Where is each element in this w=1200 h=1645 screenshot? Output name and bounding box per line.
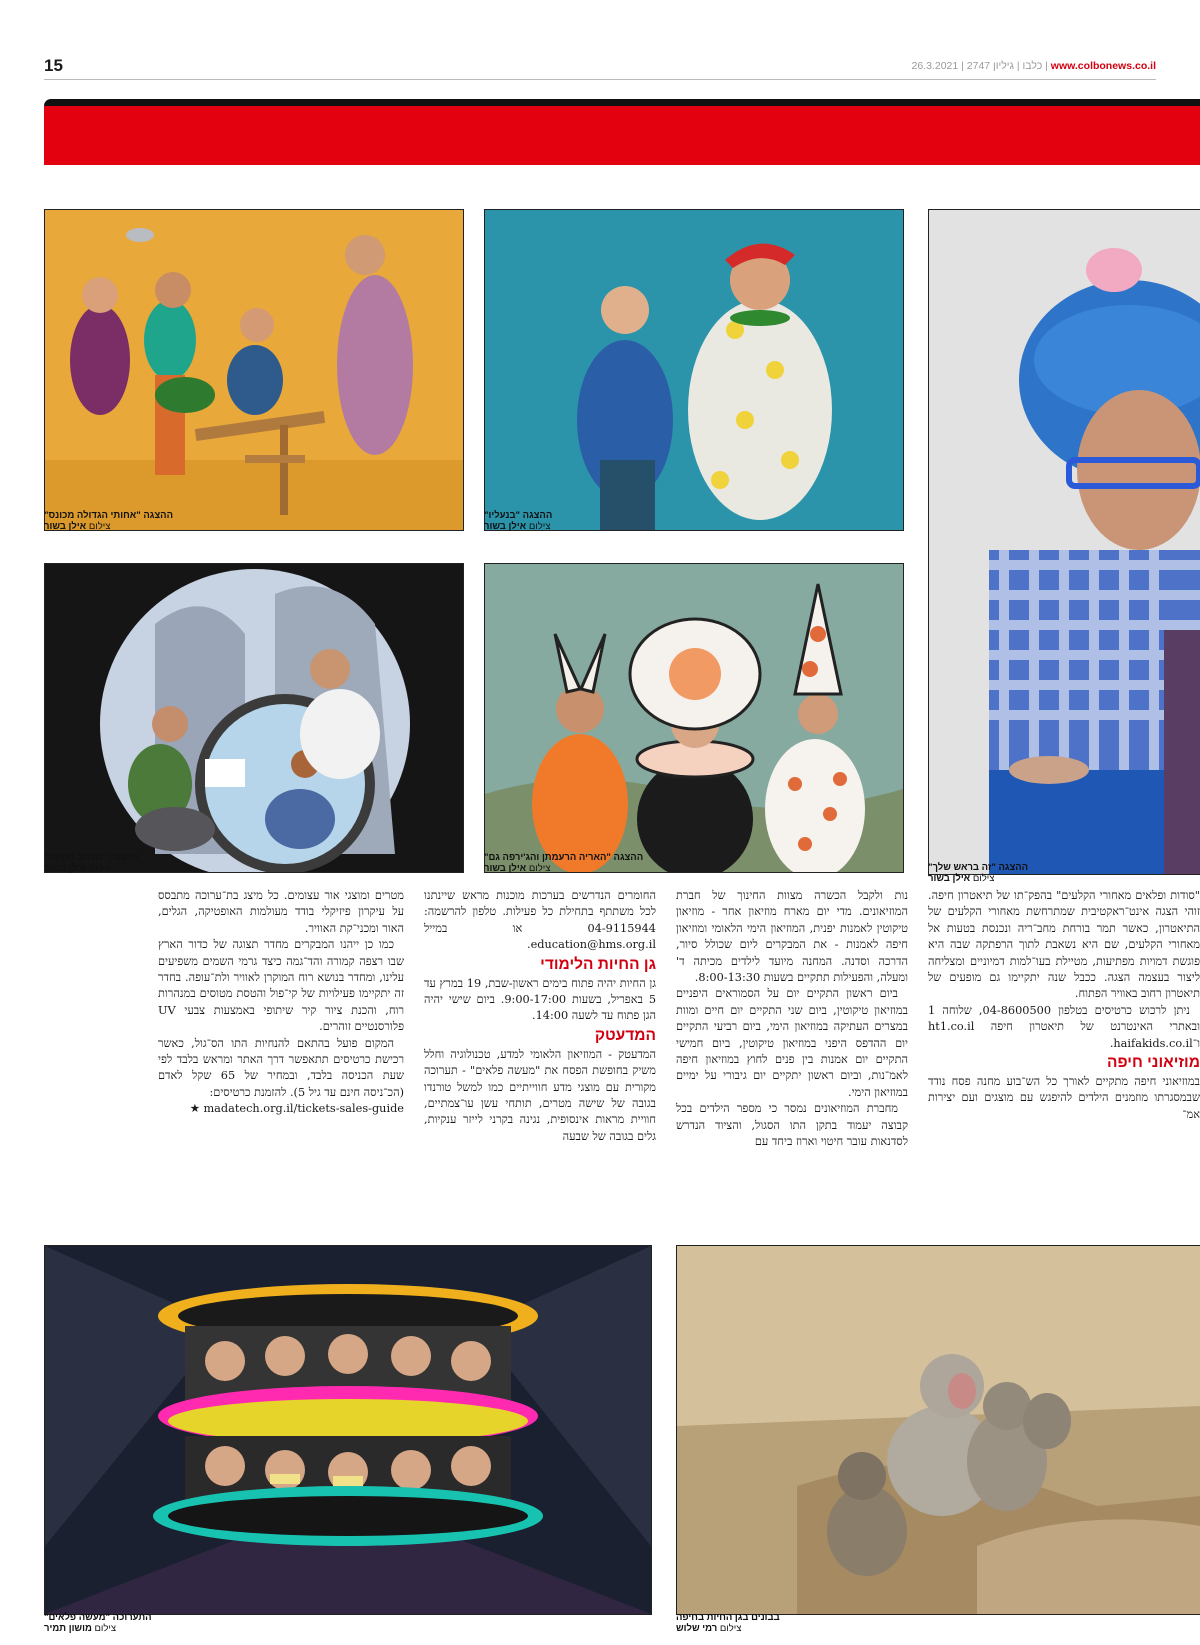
end-mark-icon: ★ — [189, 1102, 200, 1116]
baboons-photo-icon — [677, 1246, 1200, 1614]
mirror-carousel-photo-icon — [45, 1246, 651, 1614]
section-heading-zoo: גן החיות הלימודי — [540, 955, 656, 973]
article-column-4 — [158, 888, 404, 1118]
caption-show: ההצגה "זה בראש שלך" — [928, 862, 1029, 873]
madatech-link[interactable]: madatech.org.il/tickets-sales-guide — [203, 1102, 404, 1116]
caption-show: ההצגה "מכתב הקסם" — [44, 852, 139, 863]
paragraph: במוזיאוני חיפה מתקיים לאורך כל הש־בוע מחנה פסח נודד שבמסגרתו מוזמנים הילדים להיפגש עם מוצגים ועם יצירות אמ־ — [928, 1075, 1200, 1121]
stage-photo-icon — [929, 210, 1200, 874]
folio-publication: כלבו — [1022, 60, 1043, 72]
caption-credit: צילום אילן בשור — [44, 862, 111, 874]
caption-arie — [484, 853, 902, 874]
caption-show: התערוכה "מעשה פלאים" — [44, 1612, 152, 1623]
paragraph: מטרים ומוצגי אור עצומים. כל מיצג בת־ערוכה מתבסס על עיקרון פיזיקלי בודד מעולמות האופטיקה, הגלים, האור ומכני־קת האוויר. — [158, 889, 404, 935]
article-column-1 — [928, 888, 1200, 1123]
article-column-2 — [676, 888, 908, 1151]
photo-benaliv — [484, 209, 904, 531]
stage-photo-icon — [45, 210, 463, 530]
stage-photo-icon — [485, 210, 903, 530]
paragraph: ניתן לרכוש כרטיסים בטלפון 04-8600500, שלוחה 1 ובאתרי האינטרנט של תיאטרון חיפה ht1.co.il ו־haifakids.co.il. — [928, 1003, 1200, 1050]
caption-credit: צילום רמי שלוש — [676, 1622, 742, 1634]
photo-ahuti — [44, 209, 464, 531]
folio-site[interactable]: www.colbonews.co.il — [1050, 60, 1156, 72]
caption-ahuti — [44, 511, 462, 532]
caption-benaliv — [484, 511, 902, 532]
photo-zoo — [676, 1245, 1200, 1615]
paragraph: מחברת המוזיאונים נמסר כי מספר הילדים בכל קבוצה יעמוד בתקן התו הסגול, והציוד הנדרש לסדנאות עובר חיטוי וארוז ביחד עם — [676, 1102, 908, 1149]
caption-mikhtav — [44, 853, 462, 874]
caption-credit: צילום אילן בשור — [484, 862, 551, 874]
folio-line: www.colbonews.co.il | כלבו | גיליון 2747 | 26.3.2021 — [911, 60, 1156, 72]
caption-show: ההצגה "האריה הרעמתן והג'ירפה גם" — [484, 852, 644, 863]
caption-credit: צילום אילן בשור — [928, 872, 995, 884]
caption-credit: צילום מושון תמיר — [44, 1622, 117, 1634]
paragraph: המקום פועל בהתאם להנחיות התו הס־גול, כאשר רכישת כרטיסים תתאפשר דרך האתר ומראש בלבד לפי שעת הכניסה בלבד, ובמחיר של 65 שקל לאדם (הכ־ניסה חינם עד גיל 5). להזמנת כרטיסים: — [158, 1036, 404, 1099]
paragraph-link — [158, 1101, 404, 1117]
page-number: 15 — [44, 56, 63, 75]
photo-madatech — [44, 1245, 652, 1615]
caption-show: ההצגה "אחותי הגדולה מכונס" — [44, 510, 173, 521]
caption-credit: צילום אילן בשור — [44, 520, 111, 532]
section-heading-madatech: המדעטק — [594, 1026, 656, 1044]
photo-arie — [484, 563, 904, 873]
article-column-3 — [424, 888, 656, 1145]
paragraph: גן החיות יהיה פתוח בימים ראשון-שבת, 19 במרץ עד 5 באפריל, בשעות 9:00-17:00. ביום שישי יהיה הגן פתוח עד לשעה 14:00. — [424, 976, 656, 1023]
caption-show: ההצגה "בנעליו" — [484, 510, 553, 521]
paragraph: ביום ראשון התקיים יום על הסמוראים היפניים במוזיאון טיקוטין, ביום שני התקיים יום חיים ומוות במצרים העתיקה במוזיאון הימי, ביום רביעי התקיים יום ההדפס היפני במוזיאון טיקוטין, ביום חמישי התקיים יום אמנות בין פנים לחוץ במוזיאון חיפה לאמ־נות, וביום ראשון יתקיים יום גיבורי על ימיים במוזיאון הימי. — [676, 987, 908, 1099]
caption-show: בבונים בגן החיות בחיפה — [676, 1612, 780, 1623]
paragraph: כמו כן ייהנו המבקרים מחדר תצוגה של כדור הארץ שבו רצפה קמורה והד־גמה כיצד גרמי השמים משפיעים עלינו, ומחדר בנושא רוח המוקרן לאוויר ולת־עופה. בחדר זה יתקיימו פעילויות של קי־פול והטסת מטוסים במנהרות רוח, והכנת ציור קיר שיתופי באמצעות צבעי UV פלורסנטיים זוהרים. — [158, 938, 404, 1034]
folio-issue: גיליון 2747 — [966, 60, 1014, 72]
paragraph: המדעטק - המוזיאון הלאומי למדע, טכנולוגיה וחלל משיק בחופשת הפסח את "מעשה פלאים" - תערוכה מקורית עם מוצגי מדע חווייתיים כמו למשל טורנדו בגובה של שישה מטרים, תותחי עשן עו־צמתיים, חוויית מראות אינסופית, נגינה בקרני לייזר ענקיות, גלים בגובה של שבעה — [424, 1047, 656, 1143]
caption-rosh — [928, 863, 1200, 884]
folio-date: 26.3.2021 — [911, 60, 959, 72]
photo-rosh — [928, 209, 1200, 875]
paragraph: "סודות ופלאים מאחורי הקלעים" בהפק־תו של תיאטרון חיפה. זוהי הצגה אינט־ראקטיבית שמתרחשת מאחורי הקלעים של התיאטרון, כאשר תמר בורחת מחב־ריה ונכנסת בטעות אל מאחורי הקלעים, שם היא נשאבת לתוך הרפתקה שבה היא פוגשת דמויות מפתיעות, מטיילת בעו־למות דמיוניים ומצליחה ליצור בעצמה הצגה. ככבל שנה יתקיימו גם מופעים של תיאטרון רחוב באוויר הפתוח. — [928, 889, 1200, 1001]
section-bar-top — [44, 99, 1200, 106]
paragraph: החומרים הנדרשים בערכות מוכנות מראש שיינתנו לכל משתתף בתחילת כל פעילות. טלפון להרשמה: 04-9115944 או במייל education@hms.org.il. — [424, 889, 656, 952]
header-divider — [44, 79, 1156, 80]
caption-madatech — [44, 1613, 650, 1634]
stage-photo-icon — [485, 564, 903, 872]
photo-mikhtav — [44, 563, 464, 873]
paragraph: נות ולקבל הכשרה מצוות החינוך של חברת המוזיאונים. מדי יום מארח מוזיאון אחר - מוזיאון טיקוטין לאמנות יפנית, המוזיאון הימי הלאומי ומוזיאון חיפה לאמנות - את המבקרים ליום שכולל סיור, הדרכה וסדנה. המחנה מיועד לילדים מכיתה ד' ומעלה, והפעילות תתקיים בשעות 8:00-13:30. — [676, 889, 908, 985]
section-banner — [44, 106, 1200, 165]
section-heading-museums: מוזיאוני חיפה — [1107, 1054, 1200, 1072]
caption-credit: צילום אילן בשור — [484, 520, 551, 532]
stage-photo-icon — [45, 564, 463, 872]
caption-zoo — [676, 1613, 1200, 1634]
